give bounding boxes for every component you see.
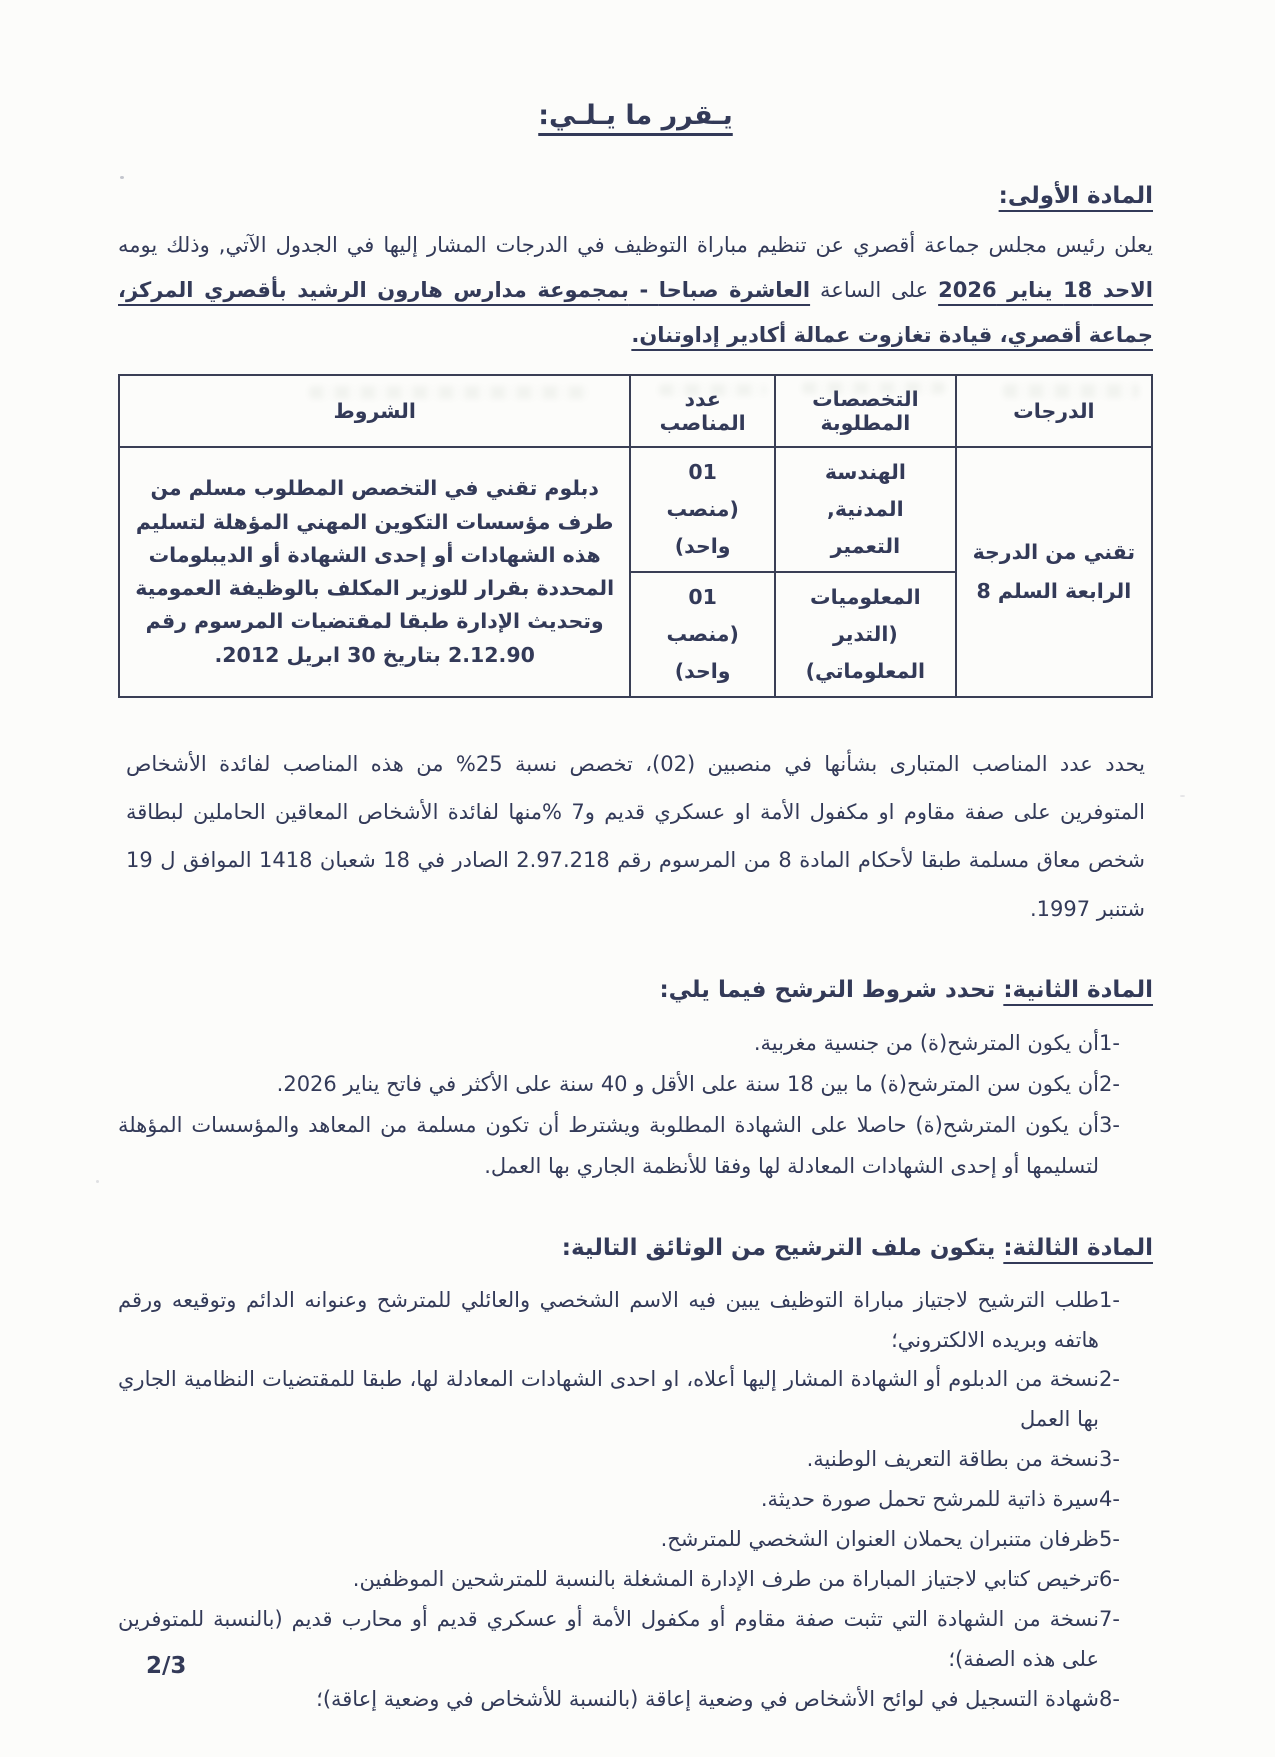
positions-1-label: (منصب واحد) [666, 497, 739, 559]
table-row [119, 447, 1152, 572]
specialty-2-line-1: المعلوميات [810, 585, 921, 610]
cell-positions-2 [630, 572, 775, 697]
cell-conditions: دبلوم تقني في التخصص المطلوب مسلم من طرف مؤسسات التكوين المهني المؤهلة لتسليم هذه الشهادات أو إحدى الشهادة أو الديبلومات المحددة بقرار للوزير المكلف بالوظيفة العمومية وتحديث الإدارة طبقا لمقتضيات المرسوم رقم 2.12.90 بتاريخ 30 ابريل 2012. [119, 447, 630, 696]
cell-specialty-2 [775, 572, 956, 697]
item-number: 1- [1099, 1030, 1120, 1055]
intro-separator: - [628, 278, 659, 303]
article-one-heading [118, 183, 1153, 209]
list-item [118, 1281, 1149, 1361]
scan-speck [96, 1180, 99, 1183]
item-text: أن يكون المترشح(ة) حاصلا على الشهادة المطلوبة ويشترط أن تكون مسلمة من المعاهد والمؤسسات المؤهلة لتسليمها أو إحدى الشهادات المعادلة لها وفقا للأنظمة الجاري بها العمل. [118, 1112, 1099, 1178]
competition-place: بمجموعة مدارس هارون الرشيد بأقصري المركز، جماعة أقصري، قيادة تغازوت عمالة أكادير إداوتنان. [118, 278, 1153, 348]
list-item [118, 1064, 1149, 1105]
page-number: 2/3 [146, 1653, 187, 1679]
item-text: أن يكون المترشح(ة) من جنسية مغربية. [753, 1030, 1099, 1055]
quota-paragraph: يحدد عدد المناصب المتبارى بشأنها في منصبين (02)، تخصص نسبة 25% من هذه المناصب لفائدة الأشخاص المتوفرين على صفة مقاوم او مكفول الأمة او عسكري قديم و7 %منها لفائدة الأشخاص المعاقين الحاملين لبطاقة شخص معاق مسلمة طبقا لأحكام المادة 8 من المرسوم رقم 2.97.218 الصادر في 18 شعبان 1418 الموافق ل 19 شتنبر 1997. [126, 751, 1146, 921]
header-positions-label: عدد المناصب [659, 387, 746, 436]
positions-1-count: 01 [688, 460, 717, 485]
intro-text-2: على الساعة [810, 278, 939, 303]
item-text: أن يكون سن المترشح(ة) ما بين 18 سنة على الأقل و 40 سنة على الأكثر في فاتح يناير 2026. [276, 1071, 1099, 1096]
item-text: نسخة من بطاقة التعريف الوطنية. [806, 1447, 1099, 1472]
cell-positions-1 [630, 447, 775, 572]
header-positions [630, 375, 775, 447]
competition-date: الاحد 18 يناير 2026 [938, 278, 1153, 303]
item-number: 3- [1099, 1112, 1120, 1137]
candidacy-conditions-list [118, 1023, 1149, 1187]
header-specialties-label: التخصصات المطلوبة [812, 387, 919, 436]
application-documents-list [118, 1281, 1149, 1720]
list-item [118, 1520, 1149, 1560]
intro-text-1: يعلن رئيس مجلس جماعة أقصري عن تنظيم مباراة التوظيف في الدرجات المشار إليها في الجدول الآتي, وذلك يومه [118, 233, 1153, 257]
article-two-heading [118, 977, 1153, 1003]
article-three-heading-rest: يتكون ملف الترشيح من الوثائق التالية: [561, 1234, 1004, 1261]
article-three-heading [118, 1235, 1153, 1261]
article-one-heading-text: المادة الأولى: [998, 183, 1153, 209]
positions-2-label: (منصب واحد) [666, 621, 739, 683]
bleed-through-artifact [309, 386, 589, 399]
cell-grade: تقني من الدرجة الرابعة السلم 8 [956, 447, 1152, 696]
list-item [118, 1560, 1149, 1600]
item-text: نسخة من الدبلوم أو الشهادة المشار إليها أعلاه، او احدى الشهادات المعادلة لها، طبقا للمقتضيات النظامية الجاري بها العمل [118, 1367, 1099, 1432]
specialty-1-line-2: التعمير [830, 534, 901, 559]
item-number: 8- [1099, 1686, 1120, 1711]
item-text: ترخيص كتابي لاجتياز المباراة من طرف الإدارة المشغلة بالنسبة للمترشحين الموظفين. [352, 1566, 1099, 1591]
item-text: ظرفان متنبران يحملان العنوان الشخصي للمترشح. [660, 1527, 1099, 1552]
list-item [118, 1105, 1149, 1187]
cell-specialty-1 [775, 447, 956, 572]
article-two-heading-rest: تحدد شروط الترشح فيما يلي: [659, 976, 1004, 1003]
item-text: نسخة من الشهادة التي تثبت صفة مقاوم أو مكفول الأمة أو عسكري قديم أو محارب قديم (بالنسبة للمتوفرين على هذه الصفة)؛ [118, 1606, 1099, 1671]
article-two-heading-underlined: المادة الثانية: [1003, 976, 1153, 1003]
item-number: 7- [1099, 1606, 1120, 1631]
article-one-intro-paragraph [118, 223, 1153, 358]
item-number: 1- [1099, 1287, 1120, 1312]
article-three-heading-underlined: المادة الثالثة: [1003, 1234, 1153, 1261]
specialty-1-line-1: الهندسة المدنية, [824, 460, 906, 522]
item-text: شهادة التسجيل في لوائح الأشخاص في وضعية إعاقة (بالنسبة للأشخاص في وضعية إعاقة)؛ [316, 1686, 1099, 1711]
header-conditions [119, 375, 630, 447]
item-text: طلب الترشيح لاجتياز مباراة التوظيف يبين فيه الاسم الشخصي والعائلي للمترشح وعنوانه الدائم وتوقيعه ورقم هاتفه وبريده الالكتروني؛ [118, 1287, 1099, 1352]
item-text: سيرة ذاتية للمرشح تحمل صورة حديثة. [760, 1487, 1099, 1512]
item-number: 2- [1099, 1071, 1120, 1096]
item-number: 4- [1099, 1487, 1120, 1512]
scan-speck [1180, 795, 1185, 797]
scan-speck [120, 176, 124, 179]
header-specialties [775, 375, 956, 447]
header-grades-label: الدرجات [1013, 399, 1095, 424]
positions-2-count: 01 [688, 585, 717, 610]
list-item [118, 1600, 1149, 1680]
item-number: 2- [1099, 1367, 1120, 1392]
bleed-through-artifact [1003, 384, 1139, 398]
header-conditions-label: الشروط [333, 399, 416, 424]
item-number: 6- [1099, 1566, 1120, 1591]
header-grades [956, 375, 1152, 447]
specialty-2-line-2: (التدير المعلوماتي) [805, 621, 926, 683]
list-item [118, 1023, 1149, 1064]
list-item [118, 1680, 1149, 1720]
item-number: 5- [1099, 1527, 1120, 1552]
table-header-row [119, 375, 1152, 447]
list-item [118, 1360, 1149, 1440]
decision-title: يـقرر ما يـلـي: [538, 100, 733, 131]
competition-time: العاشرة صباحا [658, 278, 811, 303]
positions-table [118, 374, 1153, 697]
list-item [118, 1440, 1149, 1480]
list-item [118, 1480, 1149, 1520]
item-number: 3- [1099, 1447, 1120, 1472]
